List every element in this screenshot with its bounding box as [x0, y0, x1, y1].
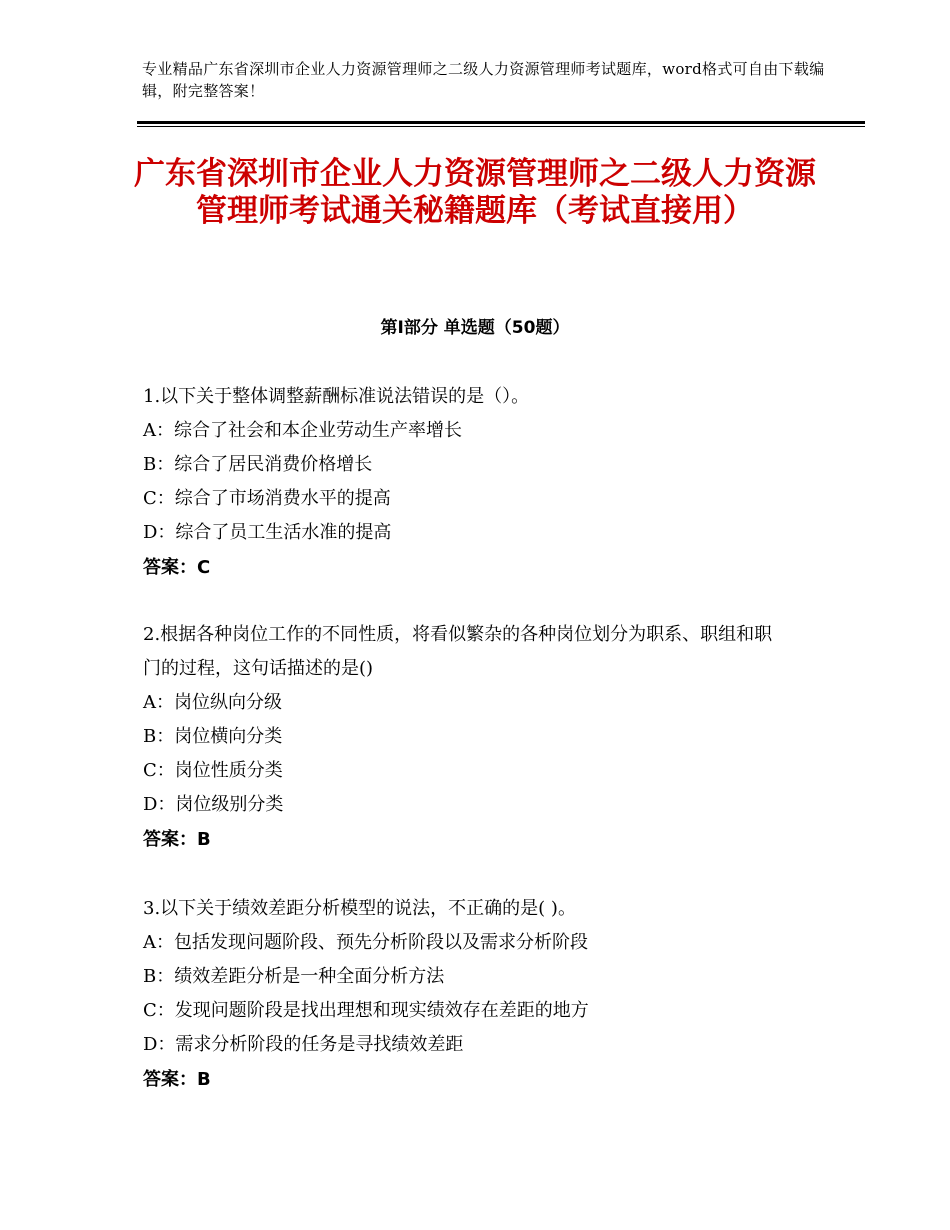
- document-title: 广东省深圳市企业人力资源管理师之二级人力资源管理师考试通关秘籍题库（考试直接用）: [134, 156, 816, 229]
- option-a: A：综合了社会和本企业劳动生产率增长: [143, 420, 462, 441]
- question-stem: 1.以下关于整体调整薪酬标准说法错误的是（）。: [143, 386, 530, 407]
- option-c: C：发现问题阶段是找出理想和现实绩效存在差距的地方: [143, 1000, 589, 1021]
- option-c: C：综合了市场消费水平的提高: [143, 488, 391, 509]
- section-title: 第Ⅰ部分 单选题（50题）: [380, 318, 570, 338]
- option-a: A：包括发现问题阶段、预先分析阶段以及需求分析阶段: [143, 932, 588, 953]
- question-2: [143, 618, 823, 858]
- question-stem: 3.以下关于绩效差距分析模型的说法，不正确的是( )。: [143, 898, 576, 919]
- answer: 答案：C: [143, 557, 211, 578]
- option-d: D：需求分析阶段的任务是寻找绩效差距: [143, 1034, 464, 1055]
- option-d: D：岗位级别分类: [143, 794, 284, 815]
- answer: 答案：B: [143, 829, 211, 850]
- question-3: [143, 892, 823, 1098]
- option-b: B：岗位横向分类: [143, 726, 283, 747]
- option-b: B：综合了居民消费价格增长: [143, 454, 373, 475]
- option-c: C：岗位性质分类: [143, 760, 283, 781]
- header-rule-thin: [137, 126, 865, 127]
- question-1: [143, 380, 823, 586]
- header-note: 专业精品广东省深圳市企业人力资源管理师之二级人力资源管理师考试题库，word格式可自由下载编辑，附完整答案！: [142, 60, 825, 100]
- option-b: B：绩效差距分析是一种全面分析方法: [143, 966, 445, 987]
- question-stem: 2.根据各种岗位工作的不同性质，将看似繁杂的各种岗位划分为职系、职组和职门的过程，这句话描述的是(): [143, 624, 773, 679]
- option-d: D：综合了员工生活水准的提高: [143, 522, 392, 543]
- option-a: A：岗位纵向分级: [143, 692, 282, 713]
- header-rule-thick: [137, 121, 865, 124]
- answer: 答案：B: [143, 1069, 211, 1090]
